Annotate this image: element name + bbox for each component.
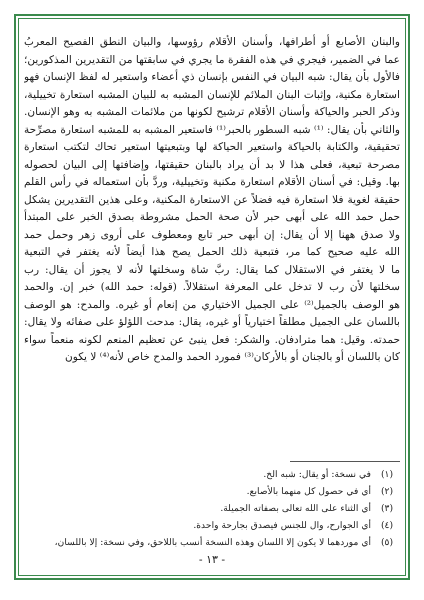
footnote-separator [290, 461, 400, 462]
text-line: عما في الضمير، فيجري في هذه الفقرة ما يجري في سابقتها من التقديرين المذكورين؛ [24, 53, 400, 66]
text-line: ولا صدق ههنا إلا أن يقال: إن أبهى حبر تابع ومعطوف على أروى زهر وحمل حمد [24, 228, 400, 241]
text-line: فالأول بأن يقال: شبه البيان في النفس بإنسان ذي أعضاء واستعير له لفظ الإنسان فهو [24, 71, 400, 83]
text-line: سخلتها لأن رب لا تدخل على المعرفة استقلالاً. (قوله: حمد الله) خبر إن. والحمد [24, 281, 400, 293]
footnote-text: أي الجوارح، وال للجنس فيصدق بجارحة واحدة. [193, 520, 372, 531]
footnote-number: (١) [380, 469, 394, 480]
text-line: ما لا يغتفر في الاستقلال كما يقال: ربَّ شاة وسخلتها لأنه لا يجوز أن يقال: رب [24, 263, 400, 276]
footnote-number: (٤) [380, 520, 394, 531]
footnote-text: في نسخة: أو يقال: شبه الخ. [263, 469, 372, 480]
text-line: هو الوصف بالجميل⁽²⁾ على الجميل الاختياري من إنعام أو غيره. والمدح: هو الوصف [24, 298, 400, 311]
footnote-text: أي في حصول كل منهما بالأصابع. [246, 486, 372, 497]
footnote-text: أي موردهما لا يكون إلا اللسان وهذه النسخة أنسب باللاحق، وفي نسخة: إلا باللسان، [54, 537, 372, 548]
footnotes [24, 466, 400, 551]
text-line: حمل حمد الله على أبهى حبر لأن صحة الحمل مشروطة بصدق الخبر على المبتدأ [24, 211, 400, 223]
footnote-text: أي الثناء على الله تعالى بصفاته الجميلة. [220, 503, 372, 514]
text-line: حمدته. وقيل: هما مترادفان. والشكر: فعل ينبئ عن تعظيم المنعم لكونه منعماً سواء [24, 333, 400, 346]
text-line: باللسان على الجميل مطلقاً اختيارياً أو غيره، يقال: مدحت اللؤلؤ على صفائه ولا يقال: [24, 316, 400, 328]
text-line: والثاني بأن يقال: ⁽¹⁾ شبه السطور بالحبر⁽¹⁾ فاستعير المشبه به للمشبه استعارة مصرِّحة [24, 123, 400, 136]
text-line: حقيقة لغوية فلا استعارة فيه فضلاً عن الاستعارة المكنية، وعلى هذين التقديرين يشكل [24, 193, 400, 206]
footnote [24, 534, 400, 551]
page-number: - ١٣ - [198, 553, 226, 566]
text-line: مصرحة تبعية، فعلى هذا لا بد أن يراد بالبنان حقيقتها، وإضافتها إلى البيان لحصوله [24, 158, 400, 171]
text-line: والبنان الأصابع أو أطرافها، وأسنان الأقلام رؤوسها، والبيان النطق الفصيح المعربُ [24, 36, 400, 48]
text-line: بها. وقيل: في أسنان الأقلام استعارة مكنية وتخييلية، وردَّ بأن استعماله في رأس القلم [24, 176, 400, 188]
text-line: الله عليه صحيح كما مر، فتبعية ذلك الحمل يصح هذا أيضاً لأنه يغتفر في التبعية [24, 246, 400, 258]
footnote [24, 500, 400, 517]
footnote-number: (٥) [380, 537, 394, 548]
footnote [24, 466, 400, 483]
footnote [24, 517, 400, 534]
text-line: كان باللسان أو بالجنان أو بالأركان⁽³⁾ فمورد الحمد والمدح خاص لأنه⁽⁴⁾ لا يكون [64, 351, 400, 363]
footnote-number: (٣) [380, 503, 394, 514]
text-line: استعارة مكنية، وإثبات البنان الملائم للإنسان المشبه به للبيان المشبه استعارة تخييلية، [24, 88, 400, 101]
footnote [24, 483, 400, 500]
main-text [24, 34, 400, 367]
text-line: وذكر الحبر والحياكة وأسنان الأقلام ترشيح لكونها من ملائمات المشبه به وهو الإنسان. [24, 106, 400, 118]
text-line: تحقيقية، والكتابة بالحياكة واستعير الحياكة لها وبتبعيتها استعير تحاك لتكتب استعارة [24, 141, 400, 153]
footnote-number: (٢) [380, 486, 394, 497]
